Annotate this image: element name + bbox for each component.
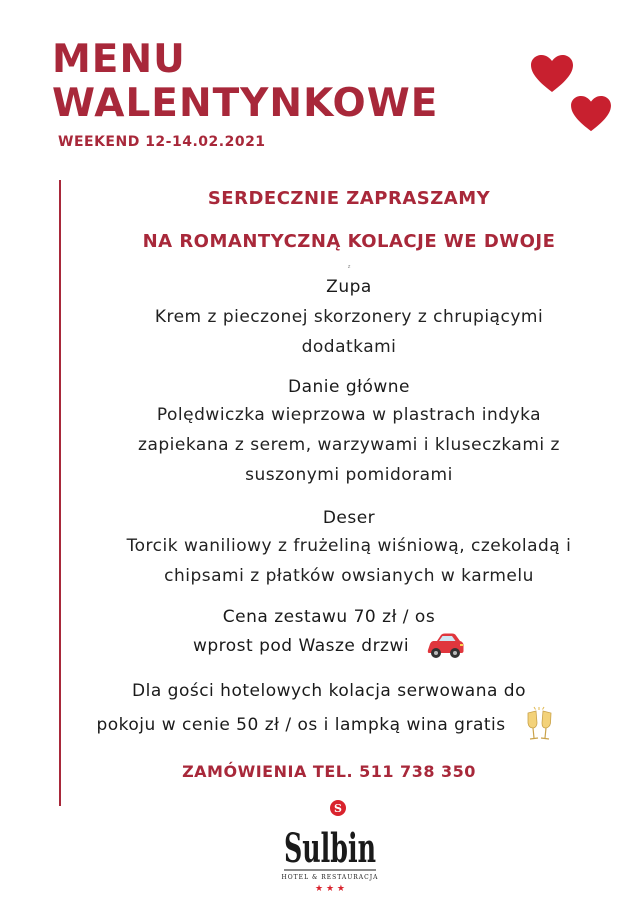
title-line-1: MENU: [52, 37, 186, 82]
heart-icon: [570, 95, 612, 133]
course-title-soup: Zupa: [326, 277, 372, 297]
hotel-line-2-row: [40, 705, 614, 745]
car-icon: [425, 632, 465, 660]
course-desc-main: [62, 400, 636, 490]
desc-line: Krem z pieczonej skorzonery z chrupiącymi: [154, 307, 544, 327]
small-mark: z: [347, 264, 351, 270]
price-line-2: wprost pod Wasze drzwi: [192, 636, 410, 656]
svg-text:S: S: [334, 802, 342, 815]
desc-line: chipsami z płatków owsianych w karmelu: [164, 566, 534, 586]
hotel-line-2: pokoju w cenie 50 zł / os i lampką wina gratis: [96, 715, 506, 735]
title-line-2: WALENTYNKOWE: [52, 81, 439, 126]
desc-line: dodatkami: [301, 337, 397, 357]
invite-line-2: NA ROMANTYCZNĄ KOLACJE WE DWOJE: [142, 231, 556, 252]
course-title-main: Danie główne: [287, 377, 411, 397]
page-title: [52, 38, 438, 126]
desc-line: Torcik waniliowy z frużeliną wiśniową, czekoladą i: [126, 536, 572, 556]
desc-line: zapiekana z serem, warzywami i kluseczkami z: [138, 435, 560, 455]
svg-text:Sulbin: Sulbin: [284, 825, 376, 872]
champagne-glasses-icon: [522, 705, 558, 745]
course-desc-dessert: [62, 531, 636, 591]
logo-tagline: HOTEL & RESTAURACJA: [281, 874, 379, 881]
desc-line: Polędwiczka wieprzowa w plastrach indyka: [156, 405, 542, 425]
price-line-2-row: [42, 632, 616, 660]
course-title-dessert: Deser: [322, 508, 376, 528]
course-desc-soup: [62, 302, 636, 362]
invite-line-1: SERDECZNIE ZAPRASZAMY: [207, 188, 491, 209]
date-subtitle: WEEKEND 12-14.02.2021: [58, 134, 266, 150]
logo-stars: ★ ★ ★: [315, 884, 345, 894]
price-line-1: Cena zestawu 70 zł / os: [222, 607, 436, 627]
hotel-line-1: Dla gości hotelowych kolacja serwowana do: [132, 681, 526, 701]
heart-icon: [530, 54, 574, 94]
order-phone: ZAMÓWIENIA TEL. 511 738 350: [182, 762, 476, 781]
desc-line: suszonymi pomidorami: [245, 465, 453, 485]
sulbin-logo: [270, 792, 390, 898]
logo-graphic: [270, 792, 390, 898]
